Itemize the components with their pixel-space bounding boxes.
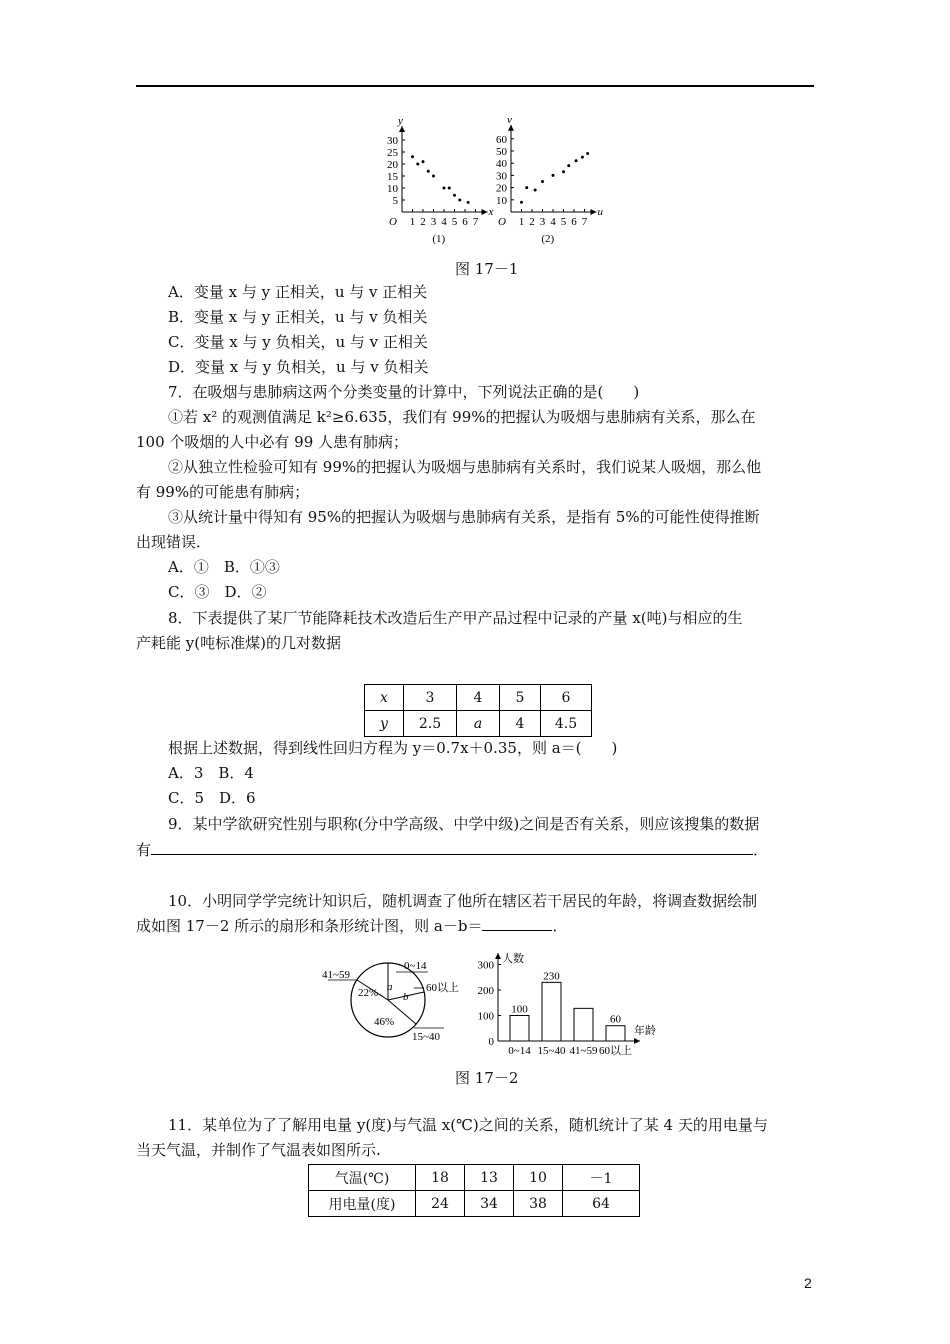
y-tick-label: 10	[496, 194, 507, 207]
q9-stem-b-line	[136, 840, 768, 860]
y-tick-label: 200	[477, 985, 494, 997]
figure-caption-2: 图 17－2	[455, 1069, 519, 1087]
table-cell: 5	[500, 685, 541, 711]
x-tick-label: 1	[518, 216, 525, 228]
q9-stem-a: 9．某中学欲研究性别与职称(分中学高级、中学中级)之间是否有关系，则应该搜集的数据	[168, 815, 760, 833]
x-tick-label: 3	[430, 216, 437, 228]
q9-stem-b: 有	[136, 841, 152, 859]
q10-stem-a: 10．小明同学学完统计知识后，随机调查了他所在辖区若干居民的年龄，将调查数据绘制	[168, 892, 758, 910]
x-tick-label: 5	[451, 216, 458, 228]
q6-option-d: D．变量 x 与 y 负相关，u 与 v 负相关	[168, 358, 429, 376]
bar	[510, 1016, 529, 1042]
x-arrow	[482, 209, 488, 215]
data-point	[575, 159, 578, 162]
table-cell: 2.5	[404, 711, 457, 737]
q6-option-b: B．变量 x 与 y 正相关，u 与 v 负相关	[168, 308, 428, 326]
data-point	[427, 170, 430, 173]
table-cell: 用电量(度)	[309, 1191, 416, 1217]
q10-stem-b-line	[136, 916, 568, 936]
q7-options-ab: A．① B．①③	[168, 558, 280, 576]
table-cell: 24	[416, 1191, 465, 1217]
y-arrow	[495, 953, 501, 959]
figure-17-1	[375, 118, 615, 253]
y-tick-label: 10	[387, 183, 398, 195]
x-tick-label: 4	[550, 216, 556, 228]
q11-stem-a: 11．某单位为了了解用电量 y(度)与气温 x(℃)之间的关系，随机统计了某 4 天的用电量与	[168, 1116, 768, 1134]
pie-label-41-59: 41~59	[322, 969, 350, 981]
y-tick-label: 30	[387, 135, 398, 147]
pie-label-0-14: 0~14	[404, 960, 427, 972]
pie-label-a: a	[387, 981, 393, 993]
pie-percent-22: 22%	[358, 987, 379, 999]
y-axis-label: y	[398, 118, 403, 127]
y-tick-label: 60	[496, 133, 507, 146]
table-cell: －1	[563, 1165, 640, 1191]
table-cell: 4	[457, 685, 500, 711]
bar	[574, 1008, 593, 1041]
table-row	[365, 685, 592, 711]
data-point	[534, 189, 537, 192]
data-point	[458, 199, 461, 202]
origin-label: O	[498, 216, 506, 228]
q8-stem-a: 8．下表提供了某厂节能降耗技术改造后生产甲产品过程中记录的产量 x(吨)与相应的生	[168, 609, 743, 627]
scatter-plot-1	[387, 118, 494, 245]
table-cell: 18	[416, 1165, 465, 1191]
y-tick-label: 15	[387, 171, 398, 183]
q7-statement-1a: ①若 x² 的观测值满足 k²≥6.635，我们有 99%的把握认为吸烟与患肺病有关系，那么在	[168, 408, 756, 426]
header-rule	[136, 85, 814, 87]
q8-regression-question: 根据上述数据，得到线性回归方程为 y＝0.7x＋0.35，则 a＝( )	[168, 739, 618, 757]
pie-chart	[322, 960, 459, 1043]
table-cell: 38	[514, 1191, 563, 1217]
y-tick-label: 20	[496, 182, 507, 195]
table-cell: 10	[514, 1165, 563, 1191]
table-cell: 64	[563, 1191, 640, 1217]
table-cell: 气温(℃)	[309, 1165, 416, 1191]
data-point	[432, 175, 435, 178]
subplot-label: (2)	[541, 233, 555, 245]
y-tick-label: 50	[496, 146, 507, 158]
x-tick-label: 7	[581, 216, 588, 228]
y-axis-label: v	[507, 118, 512, 126]
y-tick-label: 20	[387, 159, 398, 171]
subplot-label: (1)	[432, 233, 446, 245]
bar-chart	[478, 951, 657, 1057]
x-axis-label: u	[597, 206, 603, 218]
data-point	[411, 155, 414, 158]
q9-end: ．	[753, 841, 769, 859]
y-tick-label: 300	[477, 959, 494, 972]
data-point	[416, 163, 419, 166]
bar	[606, 1026, 625, 1041]
table-row	[309, 1165, 640, 1191]
bar-value-label: 230	[543, 970, 560, 983]
x-tick-label: 3	[539, 216, 546, 228]
q10-stem-b: 成如图 17－2 所示的扇形和条形统计图，则 a－b＝	[136, 917, 483, 935]
data-point	[562, 170, 565, 173]
q8-options-ab: A．3 B．4	[168, 764, 254, 782]
origin-label: O	[389, 216, 397, 228]
x-tick-label: 4	[441, 216, 447, 228]
data-point	[520, 201, 523, 204]
q7-statement-3b: 出现错误．	[136, 533, 212, 551]
bar-value-label: 100	[511, 1003, 528, 1016]
q8-stem-b: 产耗能 y(吨标准煤)的几对数据	[136, 634, 341, 652]
pie-label-60-plus: 60以上	[426, 982, 459, 994]
q8-options-cd: C．5 D．6	[168, 789, 256, 807]
bar-value-label: 60	[610, 1013, 621, 1026]
figure-17-2	[318, 950, 678, 1062]
q6-option-c: C．变量 x 与 y 负相关，u 与 v 正相关	[168, 333, 428, 351]
y-axis-label: 人数	[502, 953, 524, 965]
data-point	[525, 186, 528, 189]
scatter-plot-2	[496, 118, 604, 245]
q7-statement-2a: ②从独立性检验可知有 99%的把握认为吸烟与患肺病有关系时，我们说某人吸烟，那么他	[168, 458, 762, 476]
x-tick-label: 6	[462, 216, 468, 228]
table-cell: 34	[465, 1191, 514, 1217]
data-point	[453, 194, 456, 197]
q7-statement-2b: 有 99%的可能患有肺病；	[136, 483, 310, 501]
x-arrow	[634, 1038, 640, 1044]
table-cell: 13	[465, 1165, 514, 1191]
data-point	[443, 187, 446, 190]
x-tick-label: 2	[529, 216, 535, 228]
pie-percent-46: 46%	[374, 1016, 395, 1028]
table-cell: a	[457, 711, 500, 737]
q11-data-table	[308, 1164, 640, 1217]
data-point	[567, 164, 570, 167]
pie-label-15-40: 15~40	[412, 1031, 440, 1043]
x-tick-label: 5	[560, 216, 567, 228]
data-point	[448, 187, 451, 190]
table-cell: 3	[404, 685, 457, 711]
table-cell: 4.5	[541, 711, 592, 737]
x-arrow	[591, 209, 597, 215]
table-row	[309, 1191, 640, 1217]
data-point	[552, 174, 555, 177]
pie-label-b: b	[403, 991, 409, 1003]
data-point	[541, 180, 544, 183]
x-tick-label: 1	[409, 216, 416, 228]
y-tick-label: 25	[387, 147, 398, 159]
table-row	[365, 711, 592, 737]
table-cell: x	[365, 685, 404, 711]
category-label: 15~40	[537, 1045, 566, 1057]
y-tick-label: 30	[496, 170, 507, 183]
category-label: 0~14	[508, 1045, 531, 1057]
q6-option-a: A．变量 x 与 y 正相关，u 与 v 正相关	[168, 283, 428, 301]
q10-end: ．	[552, 917, 568, 935]
table-cell: 6	[541, 685, 592, 711]
origin-label: 0	[488, 1036, 494, 1048]
x-axis-label: 年龄	[634, 1025, 656, 1037]
category-label: 60以上	[599, 1045, 632, 1057]
table-cell: y	[365, 711, 404, 737]
y-tick-label: 100	[477, 1010, 494, 1023]
category-label: 41~59	[569, 1045, 598, 1057]
q7-stem: 7．在吸烟与患肺病这两个分类变量的计算中，下列说法正确的是( )	[168, 383, 640, 401]
q11-stem-b: 当天气温，并制作了气温表如图所示.	[136, 1141, 381, 1159]
y-tick-label: 5	[392, 195, 398, 207]
x-tick-label: 6	[571, 216, 577, 228]
data-point	[586, 152, 589, 155]
q10-answer-blank[interactable]	[482, 916, 552, 931]
q7-statement-3a: ③从统计量中得知有 95%的把握认为吸烟与患肺病有关系，是指有 5%的可能性使得推断	[168, 508, 760, 526]
q7-statement-1b: 100 个吸烟的人中必有 99 人患有肺病；	[136, 433, 409, 451]
bar	[542, 982, 561, 1041]
data-point	[581, 156, 584, 159]
y-tick-label: 40	[496, 158, 507, 171]
data-point	[467, 201, 470, 204]
q7-options-cd: C．③ D．②	[168, 583, 267, 601]
x-axis-label: x	[488, 206, 494, 218]
page-number: 2	[804, 1275, 812, 1291]
data-point	[422, 160, 425, 163]
x-tick-label: 2	[420, 216, 426, 228]
q8-data-table	[364, 684, 592, 737]
q9-answer-blank[interactable]	[151, 840, 753, 855]
x-tick-label: 7	[472, 216, 479, 228]
table-cell: 4	[500, 711, 541, 737]
figure-caption-1: 图 17－1	[455, 260, 519, 278]
